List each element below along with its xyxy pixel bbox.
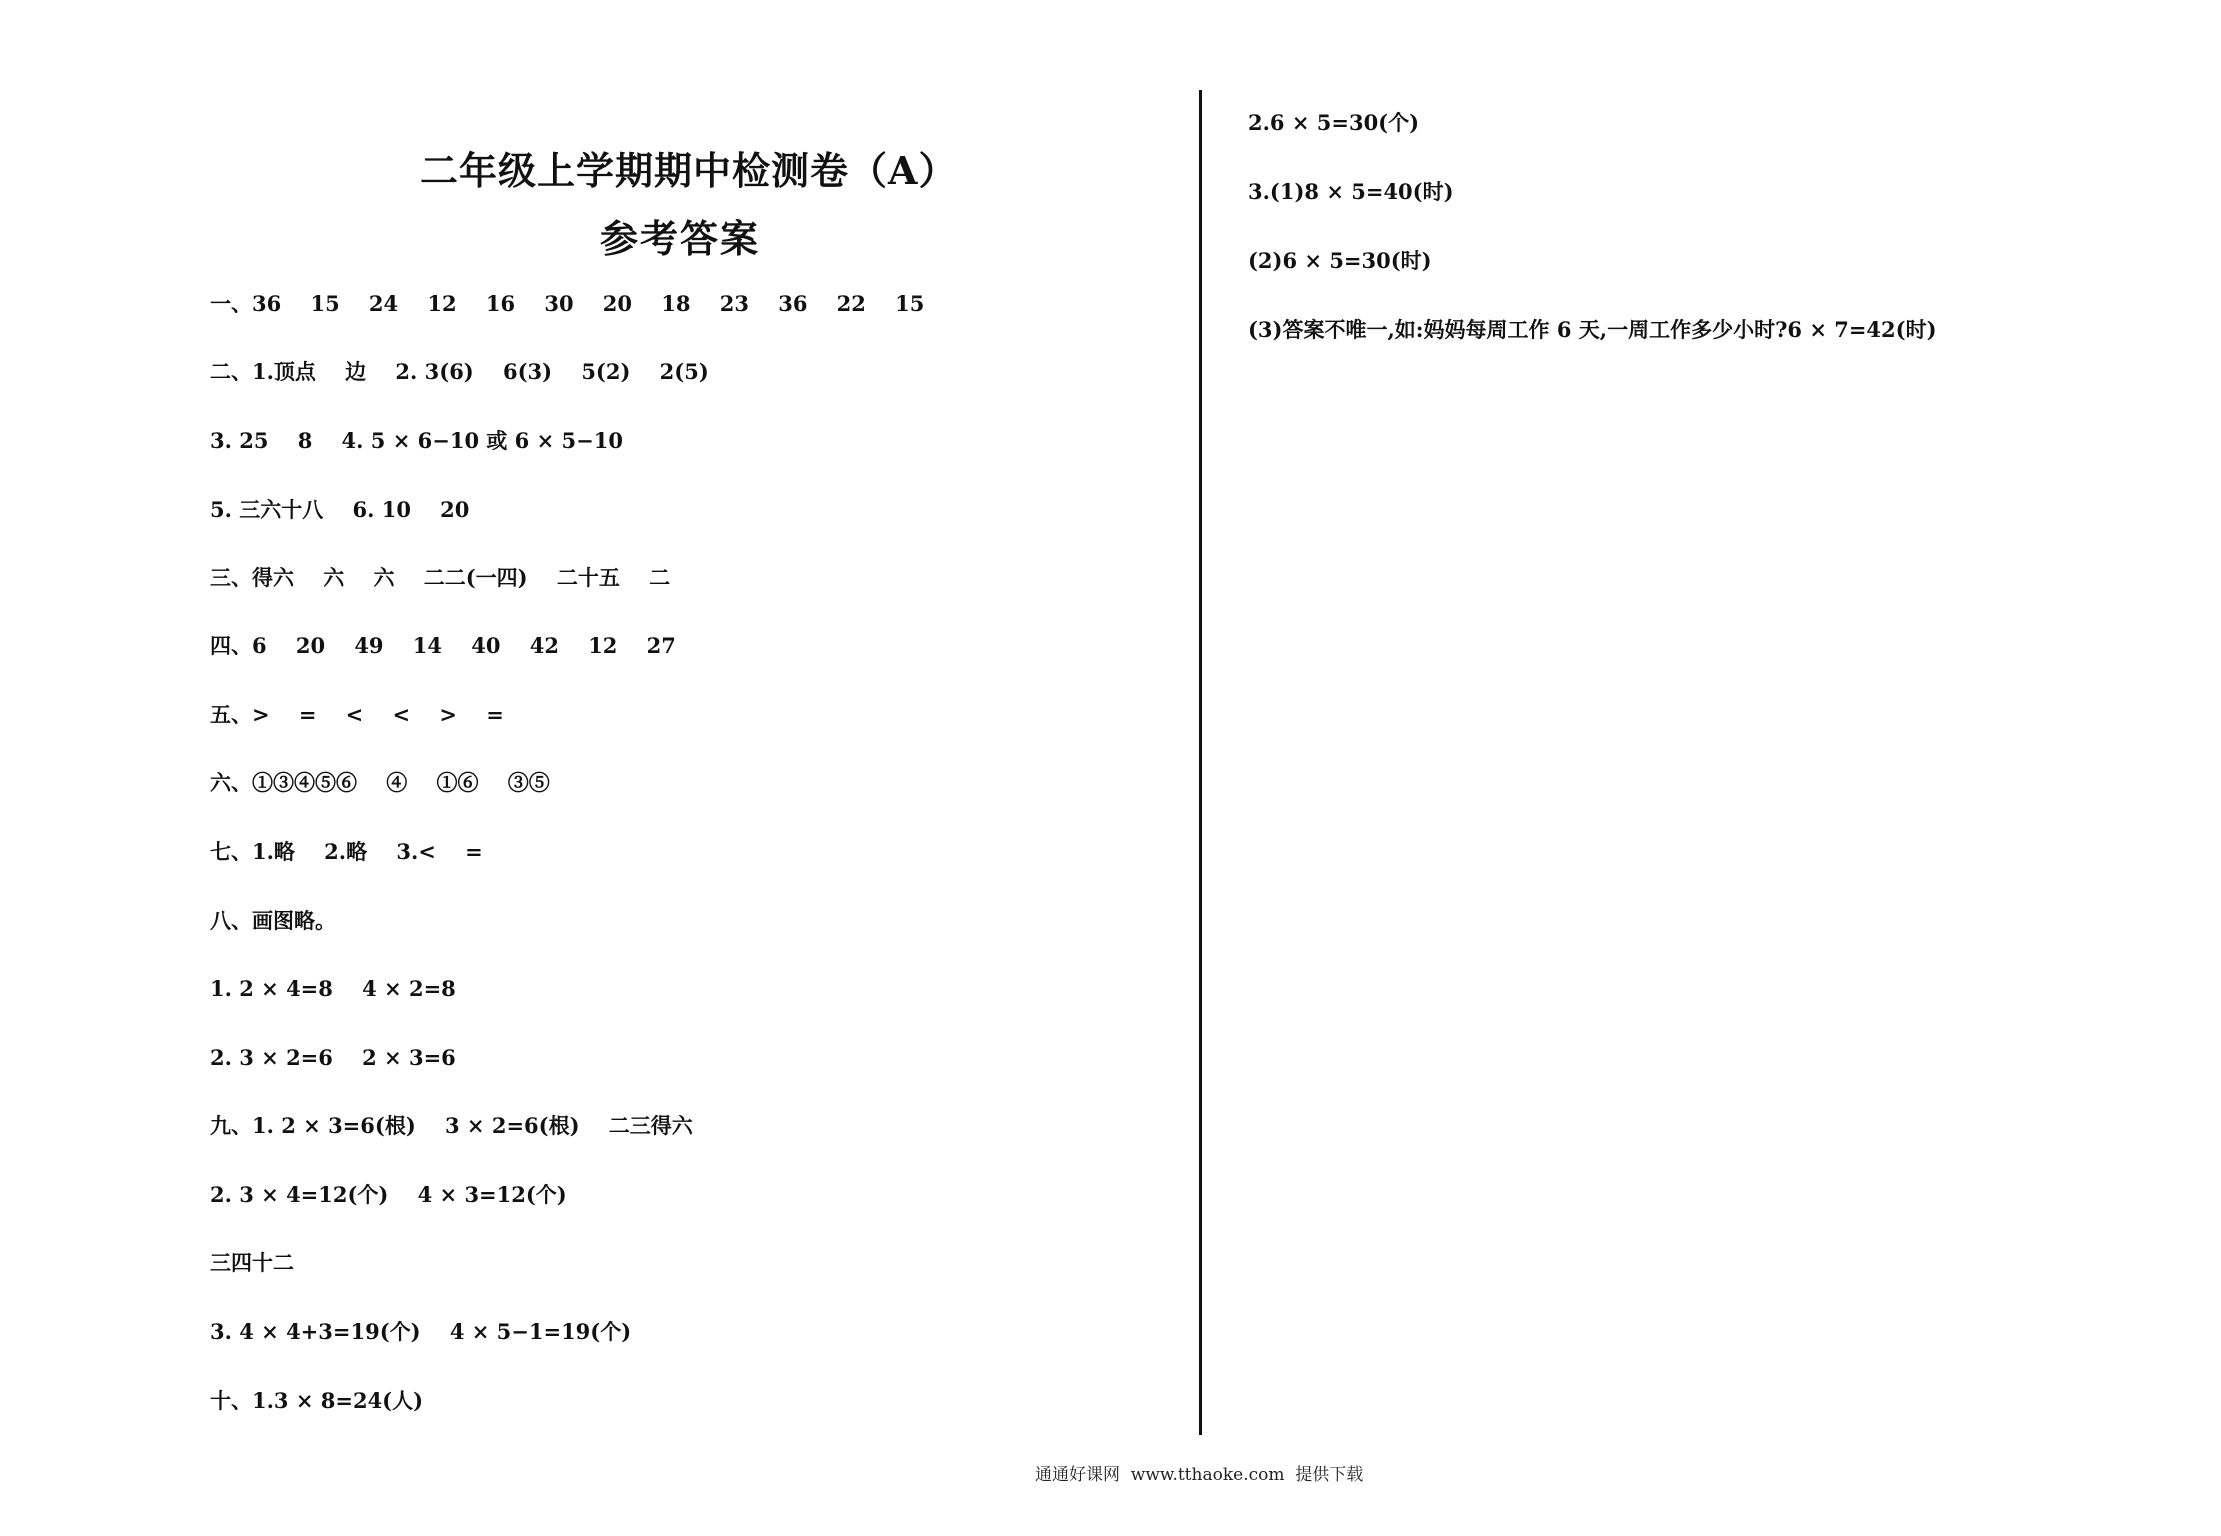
answer-line: 十、1.3 × 8=24(人) [210,1388,424,1413]
page-title: 二年级上学期期中检测卷（A） [420,148,958,193]
answer-line: 三、得六 六 六 二二(一四) 二十五 二 [210,565,671,590]
answer-line: 五、> = < < > = [210,702,504,727]
answer-line: 二、1.顶点 边 2. 3(6) 6(3) 5(2) 2(5) [210,359,709,384]
answer-line: 3. 4 × 4+3=19(个) 4 × 5−1=19(个) [210,1319,632,1344]
answer-line: 3. 25 8 4. 5 × 6−10 或 6 × 5−10 [210,428,623,453]
footer-source-note: 通通好课网 www.tthaoke.com 提供下载 [1035,1465,1364,1485]
answer-line: 三四十二 [210,1250,294,1275]
answer-line: (3)答案不唯一,如:妈妈每周工作 6 天,一周工作多少小时?6 × 7=42(时) [1248,317,1937,342]
answer-line: 2.6 × 5=30(个) [1248,110,1420,135]
answer-line: 一、36 15 24 12 16 30 20 18 23 36 22 15 [210,291,925,316]
answer-line: 四、6 20 49 14 40 42 12 27 [210,633,676,658]
answer-line: 九、1. 2 × 3=6(根) 3 × 2=6(根) 二三得六 [210,1113,693,1138]
answer-line: 2. 3 × 2=6 2 × 3=6 [210,1045,456,1070]
answer-line: 3.(1)8 × 5=40(时) [1248,179,1454,204]
answer-line: 1. 2 × 4=8 4 × 2=8 [210,976,456,1001]
answer-line: (2)6 × 5=30(时) [1248,248,1432,273]
answer-line: 2. 3 × 4=12(个) 4 × 3=12(个) [210,1182,567,1207]
column-divider [1199,90,1202,1435]
answer-line: 七、1.略 2.略 3.< = [210,839,483,864]
page-subtitle: 参考答案 [599,216,760,261]
answer-line: 八、画图略。 [210,908,336,933]
answer-line: 六、①③④⑤⑥ ④ ①⑥ ③⑤ [210,770,550,795]
answer-line: 5. 三六十八 6. 10 20 [210,497,470,522]
